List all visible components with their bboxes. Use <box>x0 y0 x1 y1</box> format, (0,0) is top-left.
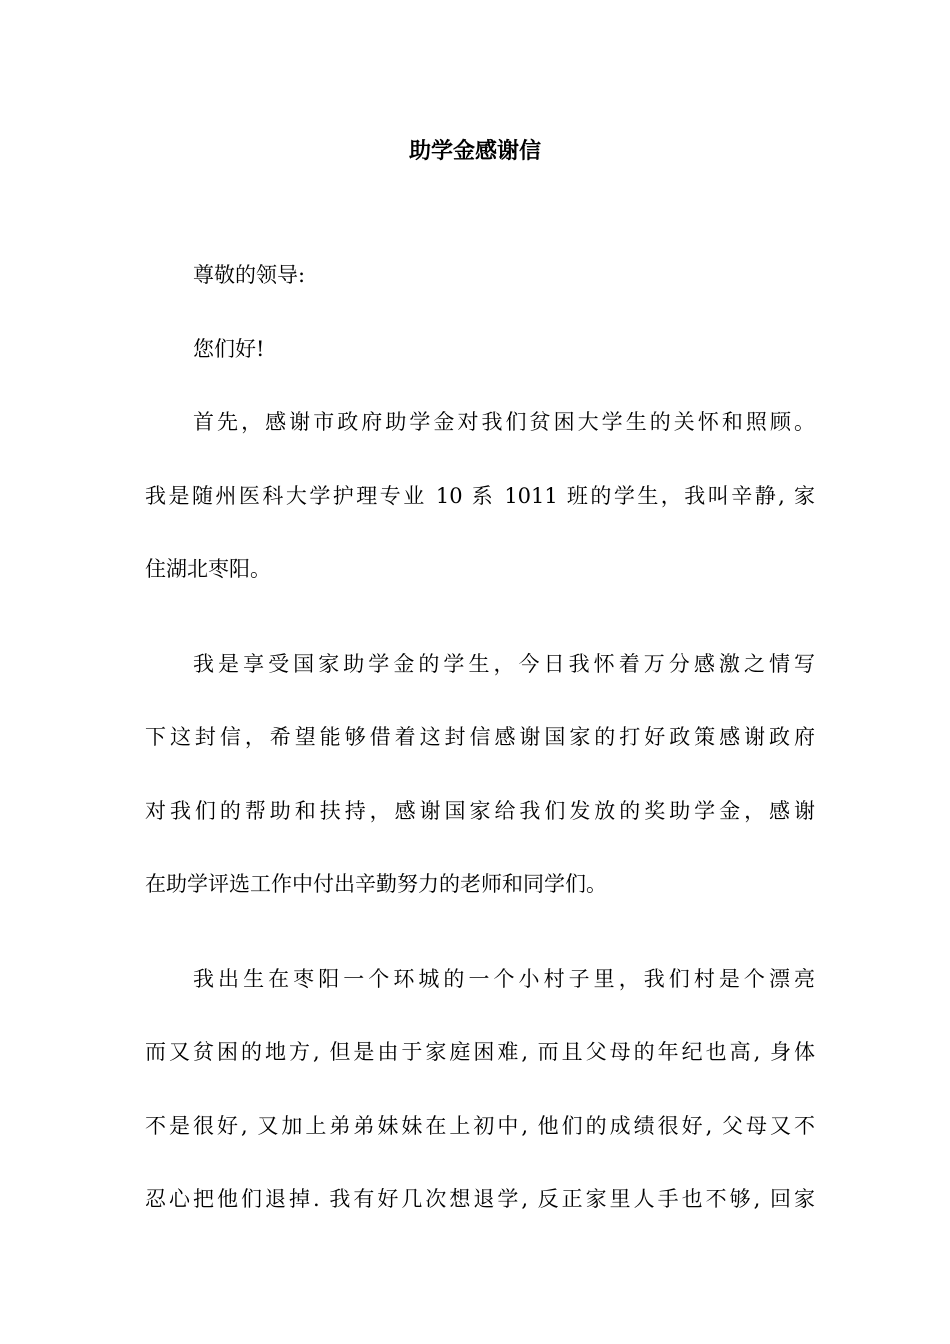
greeting-paragraph <box>145 326 815 374</box>
salutation-paragraph <box>145 252 815 300</box>
paragraph-line: 忍心把他们退掉. 我有好几次想退学, 反正家里人手也不够, 回家 <box>145 1187 815 1211</box>
greeting-line: 您们好! <box>193 336 265 361</box>
paragraph-1 <box>145 399 815 447</box>
salutation-line: 尊敬的领导: <box>193 263 306 287</box>
paragraph-line: 我出生在枣阳一个环城的一个小村子里，我们村是个漂亮 <box>193 966 815 991</box>
paragraph-line: 下这封信，希望能够借着这封信感谢国家的打好政策感谢政府 <box>145 725 815 749</box>
paragraph-line: 住湖北枣阳。 <box>145 557 271 581</box>
paragraph-line: 我是随州医科大学护理专业 10 系 1011 班的学生，我叫辛静, 家 <box>145 483 815 508</box>
paragraph-line: 不是很好, 又加上弟弟妹妹在上初中, 他们的成绩很好, 父母又不 <box>145 1113 815 1138</box>
paragraph-line: 而又贫困的地方, 但是由于家庭困难, 而且父母的年纪也高, 身体 <box>145 1040 815 1064</box>
paragraph-line: 在助学评选工作中付出辛勤努力的老师和同学们。 <box>145 872 607 896</box>
paragraph-line: 对我们的帮助和扶持，感谢国家给我们发放的奖助学金，感谢 <box>145 798 815 823</box>
paragraph-3 <box>145 956 815 1004</box>
letter-body <box>145 252 815 1245</box>
paragraph-line: 首先，感谢市政府助学金对我们贫困大学生的关怀和照顾。 <box>193 410 815 434</box>
paragraph-line: 我是享受国家助学金的学生，今日我怀着万分感激之情写 <box>193 651 815 676</box>
paragraph-2 <box>145 641 815 689</box>
document-title: 助学金感谢信 <box>408 139 541 164</box>
